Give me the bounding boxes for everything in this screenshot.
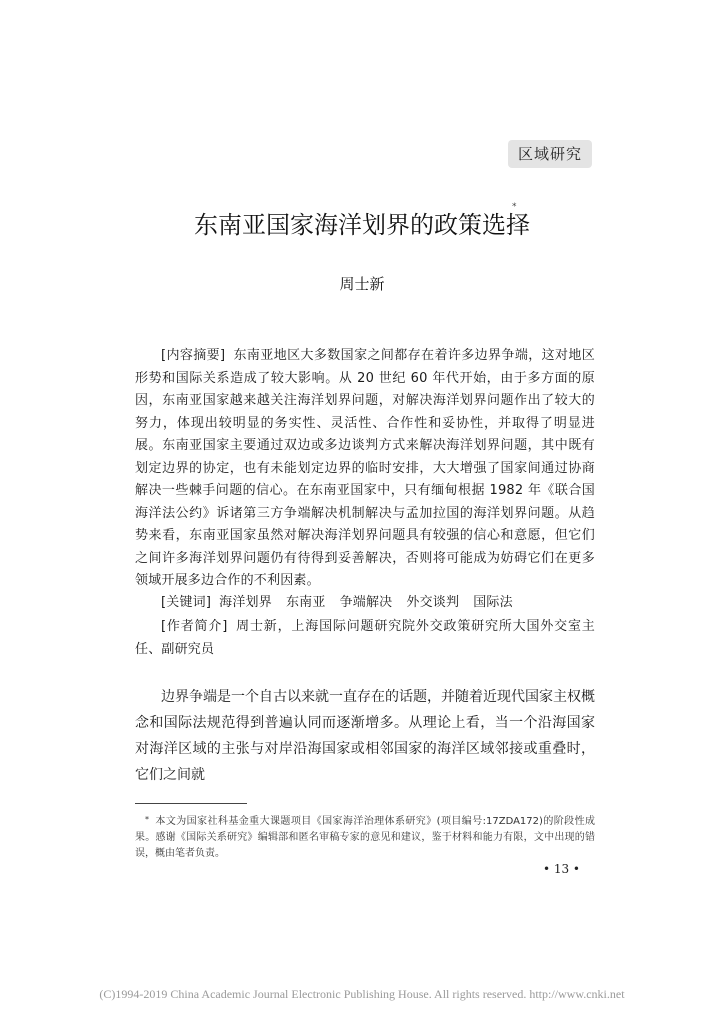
- keywords-label: [关键词]: [161, 595, 212, 610]
- author-info: [135, 616, 595, 661]
- section-label: 区域研究: [508, 140, 592, 168]
- footnote-text: 本文为国家社科基金重大课题项目《国家海洋治理体系研究》(项目编号:17ZDA172)的阶段性成果。感谢《国际关系研究》编辑部和匿名审稿专家的意见和建议，鉴于材料和能力有限，文中出现的错误，概由笔者负责。: [135, 816, 595, 859]
- title-footnote-mark: *: [512, 202, 517, 212]
- author-name: 周士新: [339, 275, 385, 293]
- copyright-footer: (C)1994-2019 China Academic Journal Electronic Publishing House. All rights reserved. http://www.cnki.net: [99, 987, 625, 1001]
- footnote-divider: [135, 803, 247, 804]
- page-number: • 13 •: [542, 862, 580, 876]
- keyword: 海洋划界: [219, 595, 272, 610]
- keyword: 争端解决: [339, 595, 393, 610]
- body-paragraph: 边界争端是一个自古以来就一直存在的话题，并随着近现代国家主权概念和国际法规范得到普遍认同而逐渐增多。从理论上看，当一个沿海国家对海洋区域的主张与对岸沿海国家或相邻国家的海洋区域邻接或重叠时，它们之间就: [135, 689, 595, 783]
- keywords: [135, 592, 595, 615]
- abstract-label: [内容摘要]: [161, 348, 226, 363]
- keyword: 外交谈判: [406, 595, 460, 610]
- author-info-label: [作者简介]: [161, 619, 228, 634]
- keyword: 东南亚: [285, 595, 326, 610]
- abstract-text: 东南亚地区大多数国家之间都存在着许多边界争端，这对地区形势和国际关系造成了较大影响。从 20 世纪 60 年代开始，由于多方面的原因，东南亚国家越来越关注海洋划界问题，对解决海洋划界问题作出了较大的努力，体现出较明显的务实性、灵活性、合作性和妥协性，并取得了明显进展。东南亚国家主要通过双边或多边谈判方式来解决海洋划界问题，其中既有划定边界的协定，也有未能划定边界的临时安排，大大增强了国家间通过协商解决一些棘手问题的信心。在东南亚国家中，只有缅甸根据 1982 年《联合国海洋法公约》诉诸第三方争端解决机制解决与孟加拉国的海洋划界问题。从趋势来看，东南亚国家虽然对解决海洋划界问题具有较强的信心和意愿，但它们之间许多海洋划界问题仍有待得到妥善解决，否则将可能成为妨碍它们在更多领域开展多边合作的不利因素。: [135, 348, 596, 588]
- author-info-text: 周士新，上海国际问题研究院外交政策研究所大国外交室主任、副研究员: [135, 619, 596, 657]
- footnote-mark: *: [145, 815, 149, 824]
- abstract: [135, 345, 595, 593]
- article-title: 东南亚国家海洋划界的政策选择: [194, 211, 530, 239]
- footnote: [135, 812, 595, 862]
- keyword: 国际法: [473, 595, 513, 610]
